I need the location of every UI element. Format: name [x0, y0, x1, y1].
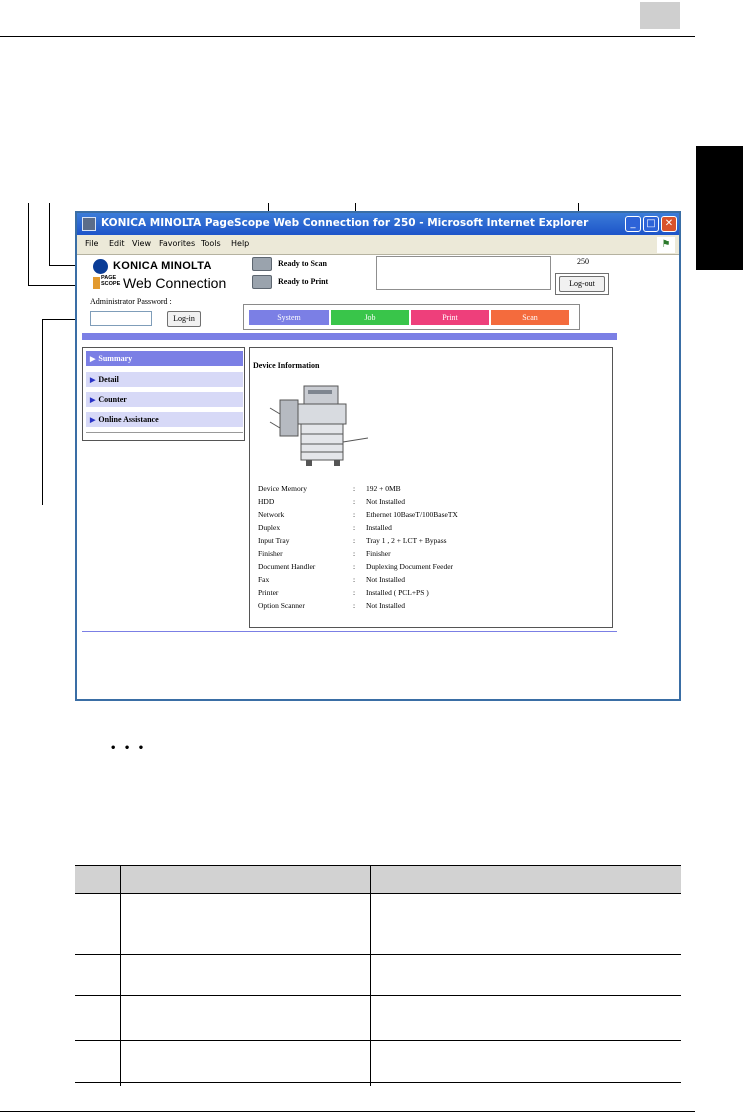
- menu-edit[interactable]: Edit: [109, 239, 125, 248]
- info-value: Not Installed: [366, 575, 405, 584]
- menu-counter-label: Counter: [98, 395, 127, 404]
- info-key: Device Memory: [258, 484, 307, 493]
- ie-icon: [82, 217, 96, 231]
- triangle-icon: ▶: [90, 376, 96, 384]
- menu-divider: [86, 432, 243, 433]
- info-value: Installed ( PCL+PS ): [366, 588, 429, 597]
- km-globe-icon: [93, 259, 108, 274]
- callout-table: [75, 865, 681, 1083]
- footer-rule: [0, 1111, 695, 1112]
- device-information-panel: [249, 347, 613, 628]
- triangle-icon: ▶: [90, 355, 96, 363]
- menu-help[interactable]: Help: [231, 239, 250, 248]
- info-sep: :: [353, 588, 356, 597]
- info-value: Not Installed: [366, 497, 405, 506]
- tab-scan[interactable]: Scan: [491, 310, 569, 325]
- info-key: Printer: [258, 588, 279, 597]
- menu-summary[interactable]: [86, 351, 243, 366]
- logout-frame: [555, 273, 609, 295]
- main-tabs: [243, 304, 580, 330]
- info-key: Option Scanner: [258, 601, 305, 610]
- browser-window: [75, 211, 681, 701]
- mfp-device-icon: [268, 378, 368, 470]
- tab-system[interactable]: System: [249, 310, 329, 325]
- menu-detail-label: Detail: [98, 375, 119, 384]
- admin-password-label: Administrator Password :: [90, 297, 172, 306]
- pagescope-mark: PAGE SCOPE: [93, 275, 123, 291]
- header-rule: [0, 36, 695, 37]
- tab-job[interactable]: Job: [331, 310, 409, 325]
- table-row: [75, 955, 681, 996]
- triangle-icon: ▶: [90, 396, 96, 404]
- menu-file[interactable]: File: [85, 239, 99, 248]
- window-title: KONICA MINOLTA PageScope Web Connection for 250 - Microsoft Internet Explorer: [101, 217, 589, 229]
- logout-button[interactable]: Log-out: [559, 276, 605, 292]
- info-key: Finisher: [258, 549, 283, 558]
- table-column-rule: [370, 865, 371, 1086]
- info-key: HDD: [258, 497, 275, 506]
- menu-online-assistance-label: Online Assistance: [98, 415, 159, 424]
- menu-view[interactable]: View: [132, 239, 151, 248]
- device-information-title: Device Information: [253, 361, 320, 370]
- info-sep: :: [353, 523, 356, 532]
- table-row: [75, 894, 681, 955]
- menu-online-assistance[interactable]: [86, 412, 243, 427]
- info-key: Network: [258, 510, 285, 519]
- menu-favorites[interactable]: Favorites: [159, 239, 196, 248]
- message-box: [376, 256, 551, 290]
- menu-summary-label: Summary: [98, 354, 133, 363]
- model-name: 250: [577, 257, 589, 266]
- info-value: Tray 1 , 2 + LCT + Bypass: [366, 536, 447, 545]
- info-key: Duplex: [258, 523, 281, 532]
- info-value: Not Installed: [366, 601, 405, 610]
- info-value: Ethernet 10BaseT/100BaseTX: [366, 510, 458, 519]
- minimize-button[interactable]: _: [625, 216, 641, 232]
- brand-name: KONICA MINOLTA: [113, 260, 212, 272]
- table-column-rule: [120, 865, 121, 1086]
- info-sep: :: [353, 601, 356, 610]
- menu-counter[interactable]: [86, 392, 243, 407]
- menu-tools[interactable]: Tools: [201, 239, 221, 248]
- tab-print[interactable]: Print: [411, 310, 489, 325]
- page-number-tab: [640, 2, 680, 29]
- menu-bar: [77, 235, 679, 255]
- table-row: [75, 1041, 681, 1083]
- info-sep: :: [353, 484, 356, 493]
- scan-status-text: Ready to Scan: [278, 259, 327, 268]
- info-value: Installed: [366, 523, 392, 532]
- printer-icon: [252, 275, 272, 289]
- close-button[interactable]: ✕: [661, 216, 677, 232]
- triangle-icon: ▶: [90, 416, 96, 424]
- footer-divider: [82, 631, 617, 632]
- note-dots: • • •: [110, 743, 147, 754]
- table-header-cell: [370, 866, 681, 894]
- info-value: 192 + 0MB: [366, 484, 401, 493]
- info-sep: :: [353, 549, 356, 558]
- table-header-row: [75, 866, 681, 894]
- title-bar[interactable]: [77, 213, 679, 235]
- table-header-cell: [120, 866, 370, 894]
- info-sep: :: [353, 510, 356, 519]
- windows-flag-icon: ⚑: [657, 237, 675, 253]
- info-key: Document Handler: [258, 562, 316, 571]
- table-header-cell: [75, 866, 120, 894]
- maximize-button[interactable]: □: [643, 216, 659, 232]
- info-sep: :: [353, 536, 356, 545]
- login-button[interactable]: Log-in: [167, 311, 201, 327]
- table-row: [75, 996, 681, 1041]
- info-sep: :: [353, 575, 356, 584]
- product-name: Web Connection: [123, 275, 227, 291]
- info-sep: :: [353, 562, 356, 571]
- info-key: Input Tray: [258, 536, 290, 545]
- header-divider: [82, 333, 617, 340]
- info-value: Finisher: [366, 549, 391, 558]
- info-key: Fax: [258, 575, 270, 584]
- menu-detail[interactable]: [86, 372, 243, 387]
- info-value: Duplexing Document Feeder: [366, 562, 454, 571]
- scanner-icon: [252, 257, 272, 271]
- print-status-text: Ready to Print: [278, 277, 329, 286]
- info-sep: :: [353, 497, 356, 506]
- admin-password-input[interactable]: [90, 311, 152, 326]
- chapter-tab: [696, 146, 743, 270]
- side-menu: [82, 347, 245, 441]
